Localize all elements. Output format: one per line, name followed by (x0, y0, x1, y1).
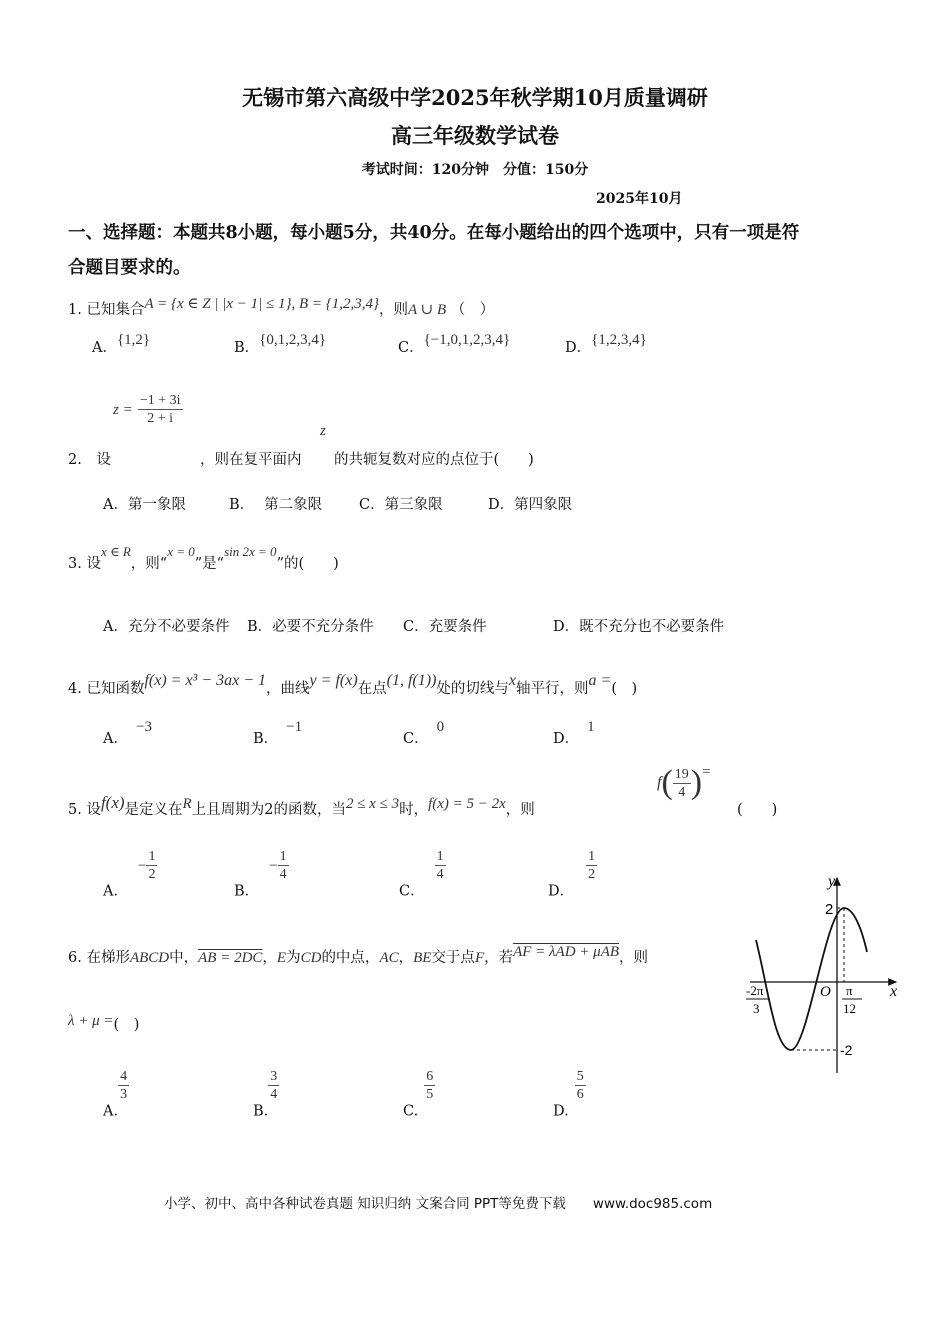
q2-mid: ，则在复平面内 (200, 452, 302, 468)
question-5-stem: 5. 设f(x)是定义在R上且周期为2的函数，当2 ≤ x ≤ 3时，f(x) = 5 − 2x，则 (68, 793, 535, 818)
q4-option-c: C．0 (403, 719, 445, 747)
q2-suffix: 的共轭复数对应的点位于( ) (334, 452, 534, 468)
x-right-den: 12 (843, 1001, 856, 1016)
q3-option-d: D．既不充分也不必要条件 (553, 619, 725, 635)
q4-option-d: D．1 (553, 719, 595, 747)
q2-option-c: C．第三象限 (359, 497, 443, 513)
q2-prefix: 2. 设 (68, 452, 111, 468)
sine-curve (756, 908, 867, 1050)
q5-option-a: A．− $\frac{1}{2}$ (103, 849, 156, 900)
q2-fraction: $\frac{-1 + 3i}{2 + i}$ (139, 393, 181, 426)
question-4-stem: 4. 已知函数f(x) = x³ − 3ax − 1，曲线y = f(x)在点(1, f(1))处的切线与x轴平行，则a =( ) (68, 672, 638, 697)
q6-option-d: D. $\frac{5}{6}$ (553, 1069, 584, 1120)
y-label: y (828, 873, 836, 890)
q1-expr: A ∪ B (408, 302, 447, 318)
exam-subtitle: 高三年级数学试卷 (391, 123, 559, 148)
q6-option-c: C. $\frac{6}{5}$ (403, 1069, 434, 1120)
q5-option-d: D． $\frac{1}{2}$ (548, 849, 596, 900)
section-heading-line1: 一、选择题：本题共8小题，每小题5分，共40分。在每小题给出的四个选项中，只有一项是符 (68, 223, 800, 243)
ymax-label: 2 (825, 901, 834, 918)
q2-option-b: B． 第二象限 (229, 497, 323, 513)
x-label: x (890, 983, 898, 1000)
q1-option-d: D．{1,2,3,4} (565, 332, 647, 356)
x-left-den: 3 (753, 1001, 760, 1016)
x-left-num: -2π (746, 983, 764, 998)
q6-ask: λ + μ =( ) (68, 1013, 140, 1033)
ymin-label: -2 (840, 1042, 853, 1058)
q1-set-a: A = {x ∈ Z | |x − 1| ≤ 1} (144, 296, 292, 312)
question-1-stem (68, 298, 494, 319)
exam-title: 无锡市第六高级中学2025年秋学期10月质量调研 (242, 85, 708, 110)
origin-label: O (820, 984, 831, 1000)
q3-option-a: A．充分不必要条件 (103, 619, 230, 635)
exam-info: 考试时间：120分钟 分值：150分 (361, 162, 589, 178)
q5-option-b: B．− $\frac{1}{4}$ (234, 849, 287, 900)
q6-option-a: A. $\frac{4}{3}$ (103, 1069, 128, 1120)
question-3-stem: 3. 设x ∈ R，则“x = 0”是“sin 2x = 0”的( ) (68, 544, 339, 572)
q1-option-a: A．{1,2} (92, 332, 151, 356)
q5-paren: ( ) (737, 802, 778, 818)
exam-date: 2025年10月 (596, 191, 683, 207)
q2-z-var: z (320, 423, 326, 439)
q1-then: ，则 (379, 302, 408, 318)
q1-prefix: 1. 已知集合 (68, 302, 145, 318)
q6-option-b: B. $\frac{3}{4}$ (253, 1069, 278, 1120)
q2-option-d: D．第四象限 (488, 497, 573, 513)
q1-option-c: C．{−1,0,1,2,3,4} (398, 332, 511, 356)
q1-set-b: , B = {1,2,3,4} (291, 296, 379, 312)
q3-option-b: B．必要不充分条件 (247, 619, 374, 635)
q1-paren: （ ） (450, 302, 495, 318)
sine-graph (730, 868, 910, 1083)
q3-option-c: C．充要条件 (403, 619, 487, 635)
q4-option-a: A．−3 (103, 719, 152, 747)
q5-option-c: C． $\frac{1}{4}$ (399, 849, 444, 900)
q1-option-b: B．{0,1,2,3,4} (234, 332, 327, 356)
x-right-num: π (846, 983, 853, 998)
section-heading-line2: 合题目要求的。 (68, 258, 191, 278)
q4-option-b: B．−1 (253, 719, 303, 747)
q2-option-a: A．第一象限 (103, 497, 186, 513)
q2-formula: z = $\frac{-1 + 3i}{2 + i}$ (113, 393, 181, 426)
footer-text: 小学、初中、高中各种试卷真题 知识归纳 文案合同 PPT等免费下载 www.doc985.com (164, 1196, 713, 1212)
question-6-stem: 6. 在梯形ABCD中，AB = 2DC，E为CD的中点，AC，BE交于点F，若AF = λAD + μAB，则 (68, 944, 649, 966)
q5-ask-formula: f( $\frac{19}{4}$ )= (657, 764, 711, 801)
